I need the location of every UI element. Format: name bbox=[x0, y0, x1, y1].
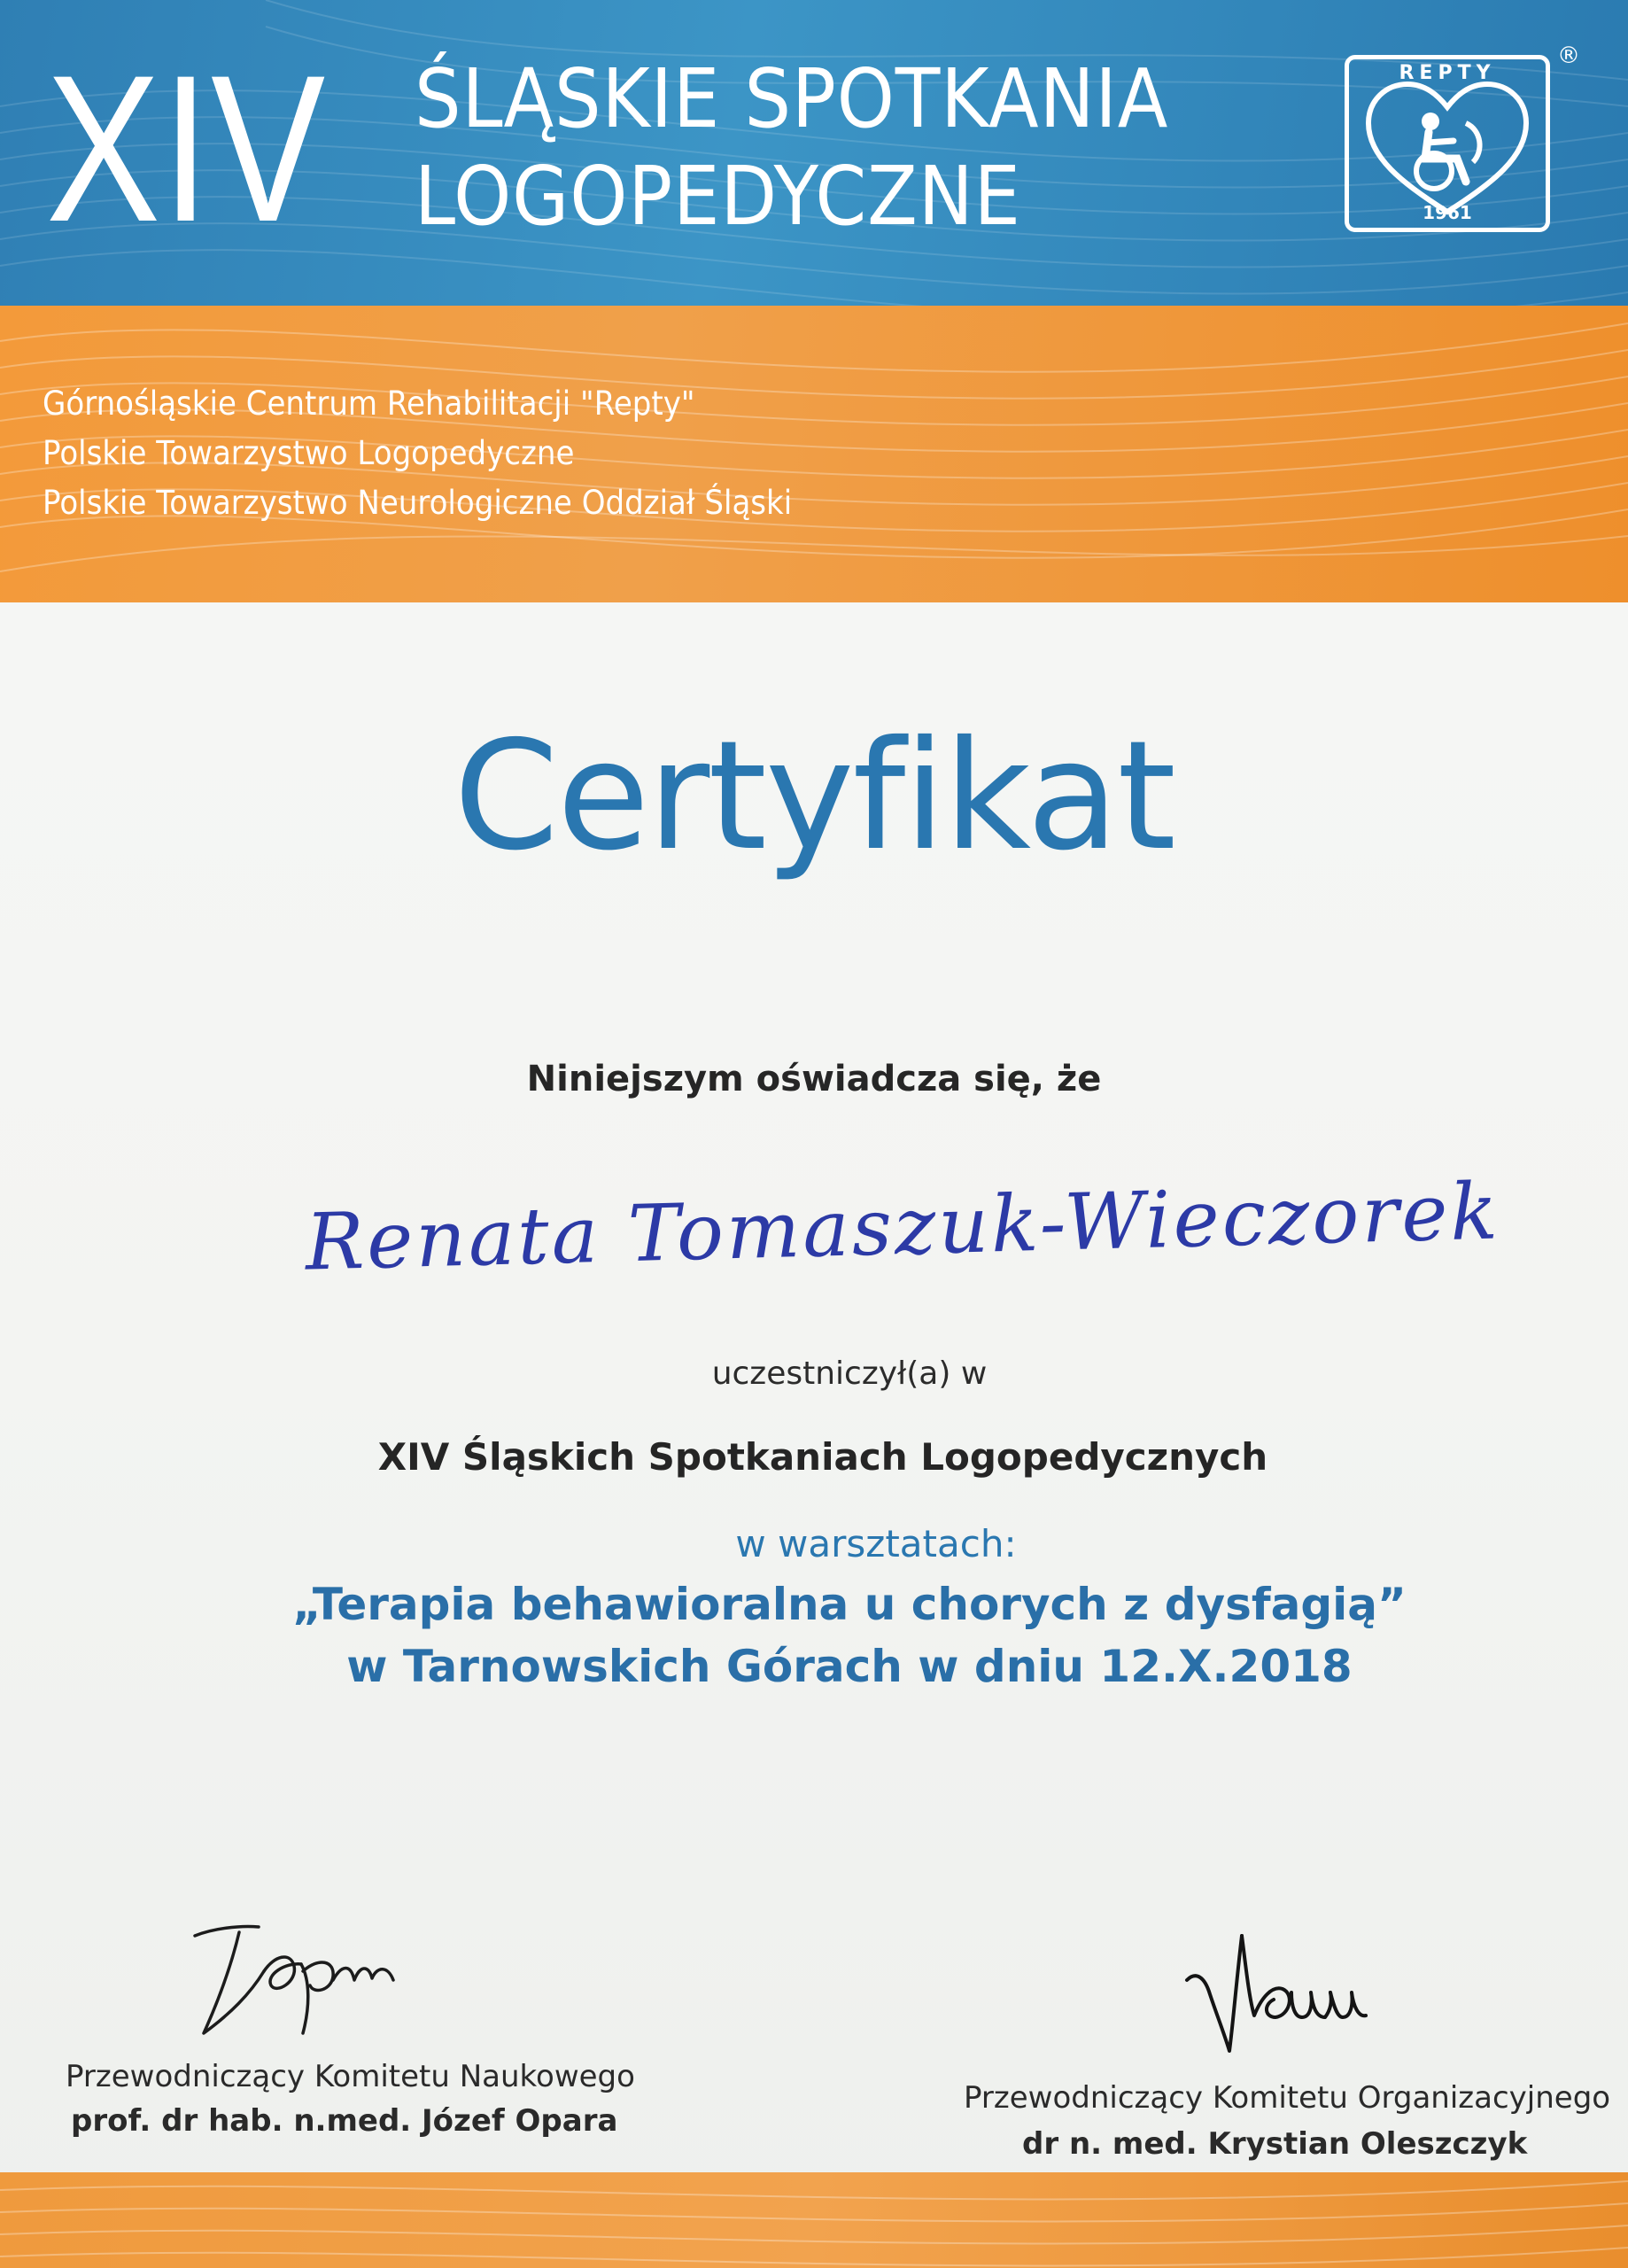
certificate-heading: Certyfikat bbox=[454, 709, 1174, 884]
participant-name: Renata Tomaszuk-Wieczorek bbox=[304, 1165, 1501, 1288]
signature-left bbox=[177, 1909, 407, 2051]
organizer-line: Górnośląskie Centrum Rehabilitacji "Repty" bbox=[43, 384, 695, 423]
event-name: XIV Śląskich Spotkaniach Logopedycznych bbox=[377, 1435, 1268, 1479]
organizer-line: Polskie Towarzystwo Neurologiczne Oddział Śląski bbox=[43, 484, 793, 522]
signature-right bbox=[1178, 1918, 1373, 2069]
place-date: w Tarnowskich Górach w dniu 12.X.2018 bbox=[346, 1641, 1353, 1692]
signature-role-left: Przewodniczący Komitetu Naukowego bbox=[66, 2059, 635, 2094]
edition-numeral: XIV bbox=[46, 32, 327, 266]
signature-name-left: prof. dr hab. n.med. Józef Opara bbox=[71, 2103, 618, 2139]
participated-text: uczestniczył(a) w bbox=[711, 1355, 988, 1392]
wheelchair-person-icon bbox=[1349, 59, 1546, 228]
footer-wave-pattern bbox=[0, 2172, 1628, 2268]
signature-role-right: Przewodniczący Komitetu Organizacyjnego bbox=[964, 2080, 1611, 2116]
logo-year: 1961 bbox=[1423, 202, 1472, 223]
footer-orange-band bbox=[0, 2172, 1628, 2268]
organizer-line: Polskie Towarzystwo Logopedyczne bbox=[43, 434, 575, 472]
workshop-title: „Terapia behawioralna u chorych z dysfagią” bbox=[292, 1579, 1407, 1630]
workshops-label: w warsztatach: bbox=[735, 1522, 1017, 1565]
event-title-line2: LOGOPEDYCZNE bbox=[415, 149, 1021, 244]
signature-name-right: dr n. med. Krystian Oleszczyk bbox=[1022, 2126, 1528, 2162]
logo-top-text: REPTY bbox=[1399, 62, 1496, 84]
registered-mark: ® bbox=[1557, 43, 1580, 69]
participant-name-handwritten bbox=[0, 1143, 1628, 1320]
event-title-line1: ŚLĄSKIE SPOTKANIA bbox=[415, 51, 1169, 146]
repty-logo bbox=[1345, 55, 1550, 232]
declaration-text: Niniejszym oświadcza się, że bbox=[526, 1059, 1102, 1099]
